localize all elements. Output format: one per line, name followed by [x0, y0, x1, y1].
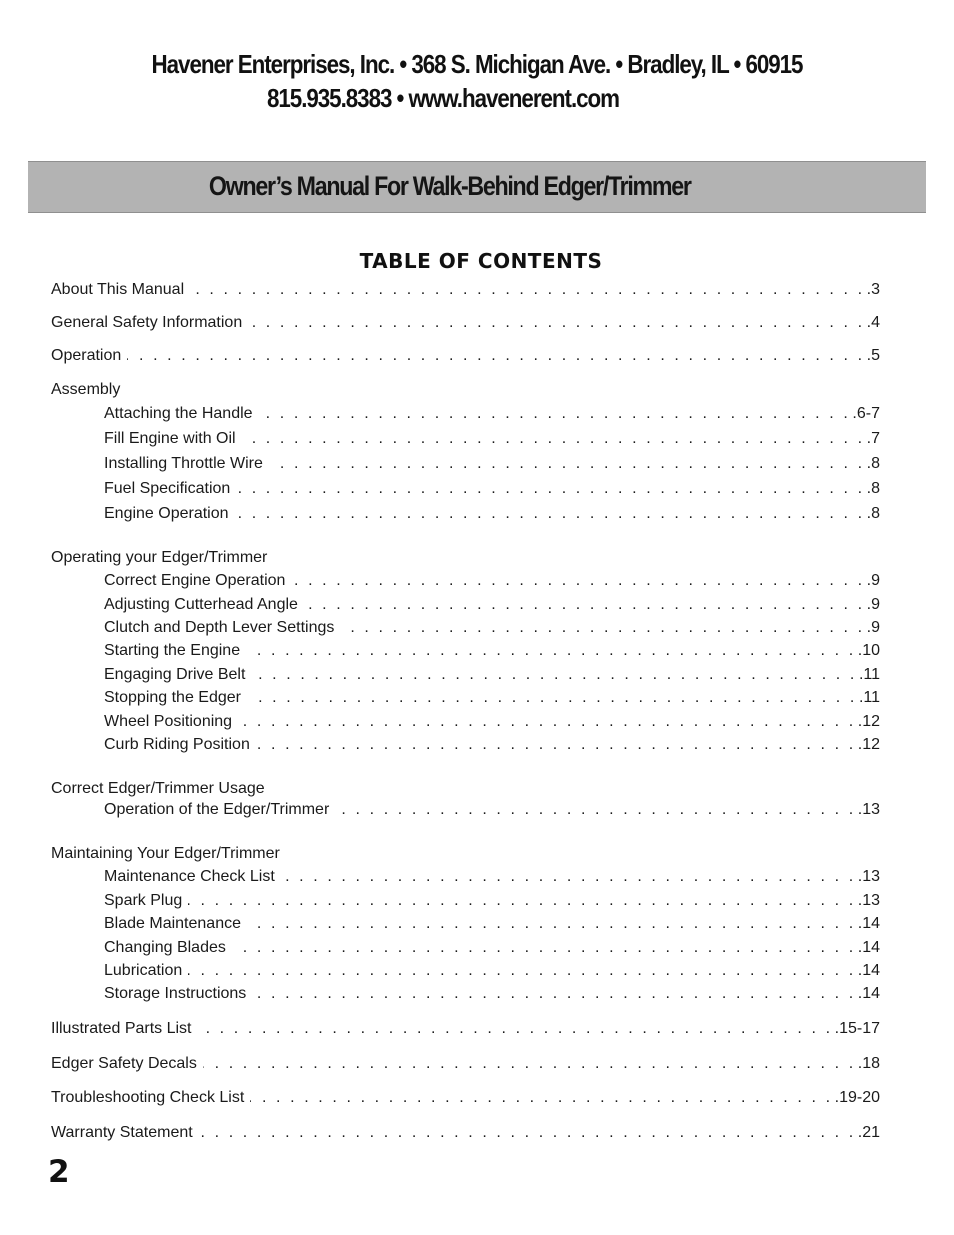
dot-leader	[259, 404, 851, 424]
toc-entry-wheel-positioning: Wheel Positioning . . . .12	[104, 712, 880, 732]
page-number: 2	[48, 1154, 70, 1190]
dot-leader	[281, 867, 856, 887]
company-address-line: Havener Enterprises, Inc. • 368 S. Michigan Ave. • Bradley, IL • 60915	[151, 49, 803, 79]
toc-entry-engine-operation: Engine Operation . . . .8	[104, 504, 880, 524]
toc-entry-blade-maintenance: Blade Maintenance . . . .14	[104, 914, 880, 934]
toc-entry-correct-engine: Correct Engine Operation . . . .9	[104, 571, 880, 591]
toc-entry-operation: Operation . . . .5	[51, 346, 880, 366]
dot-leader	[199, 1123, 856, 1143]
dot-leader	[251, 665, 857, 685]
dot-leader	[190, 280, 865, 300]
toc-heading: TABLE OF CONTENTS	[359, 249, 603, 273]
title-banner	[28, 161, 926, 213]
toc-entry-about: About This Manual . . . .3	[51, 280, 880, 300]
toc-entry-attaching-handle: Attaching the Handle . . . .6-7	[104, 404, 880, 424]
toc-section-maintaining: Maintaining Your Edger/Trimmer	[51, 845, 280, 862]
dot-leader	[250, 1088, 832, 1108]
dot-leader	[247, 688, 857, 708]
toc-entry-changing-blades: Changing Blades . . . .14	[104, 938, 880, 958]
dot-leader	[269, 454, 865, 474]
toc-entry-lubrication: Lubrication . . . .14	[104, 961, 880, 981]
dot-leader	[252, 984, 855, 1004]
toc-entry-spark-plug: Spark Plug . . . .13	[104, 891, 880, 911]
dot-leader	[304, 595, 865, 615]
dot-leader	[335, 800, 855, 820]
dot-leader	[232, 938, 856, 958]
dot-leader	[340, 618, 864, 638]
dot-leader	[235, 504, 865, 524]
manual-title: Owner’s Manual For Walk-Behind Edger/Trimmer	[208, 171, 691, 201]
toc-entry-starting-engine: Starting the Engine . . . .10	[104, 641, 880, 661]
dot-leader	[203, 1054, 856, 1074]
toc-entry-throttle-wire: Installing Throttle Wire . . . .8	[104, 454, 880, 474]
dot-leader	[256, 735, 856, 755]
dot-leader	[188, 961, 855, 981]
toc-entry-safety-decals: Edger Safety Decals . . . .18	[51, 1054, 880, 1074]
toc-entry-drive-belt: Engaging Drive Belt . . . .11	[104, 665, 880, 685]
company-contact-line: 815.935.8383 • www.havenerent.com	[266, 83, 620, 113]
dot-leader	[246, 641, 856, 661]
toc-entry-warranty: Warranty Statement . . . .21	[51, 1123, 880, 1143]
dot-leader	[291, 571, 864, 591]
dot-leader	[198, 1019, 833, 1039]
toc-section-usage: Correct Edger/Trimmer Usage	[51, 780, 265, 797]
toc-section-operating: Operating your Edger/Trimmer	[51, 549, 268, 566]
toc-entry-cutterhead-angle: Adjusting Cutterhead Angle . . . .9	[104, 595, 880, 615]
toc-entry-clutch-depth: Clutch and Depth Lever Settings . . . .9	[104, 618, 880, 638]
toc-entry-curb-riding: Curb Riding Position . . . .12	[104, 735, 880, 755]
toc-entry-operation-edger: Operation of the Edger/Trimmer . . . .13	[104, 800, 880, 820]
dot-leader	[236, 479, 864, 499]
toc-entry-stopping-edger: Stopping the Edger . . . .11	[104, 688, 880, 708]
toc-entry-fuel-spec: Fuel Specification . . . .8	[104, 479, 880, 499]
dot-leader	[188, 891, 855, 911]
dot-leader	[242, 429, 865, 449]
dot-leader	[238, 712, 856, 732]
toc-entry-storage: Storage Instructions . . . .14	[104, 984, 880, 1004]
dot-leader	[247, 914, 856, 934]
toc-section-assembly: Assembly	[51, 381, 121, 398]
dot-leader	[127, 346, 864, 366]
toc-entry-safety: General Safety Information . . . .4	[51, 313, 880, 333]
toc-entry-fill-oil: Fill Engine with Oil . . . .7	[104, 429, 880, 449]
toc-entry-parts-list: Illustrated Parts List . . . .15-17	[51, 1019, 880, 1039]
toc-entry-maintenance-checklist: Maintenance Check List . . . .13	[104, 867, 880, 887]
toc-entry-troubleshooting: Troubleshooting Check List . . . .19-20	[51, 1088, 880, 1108]
dot-leader	[248, 313, 864, 333]
